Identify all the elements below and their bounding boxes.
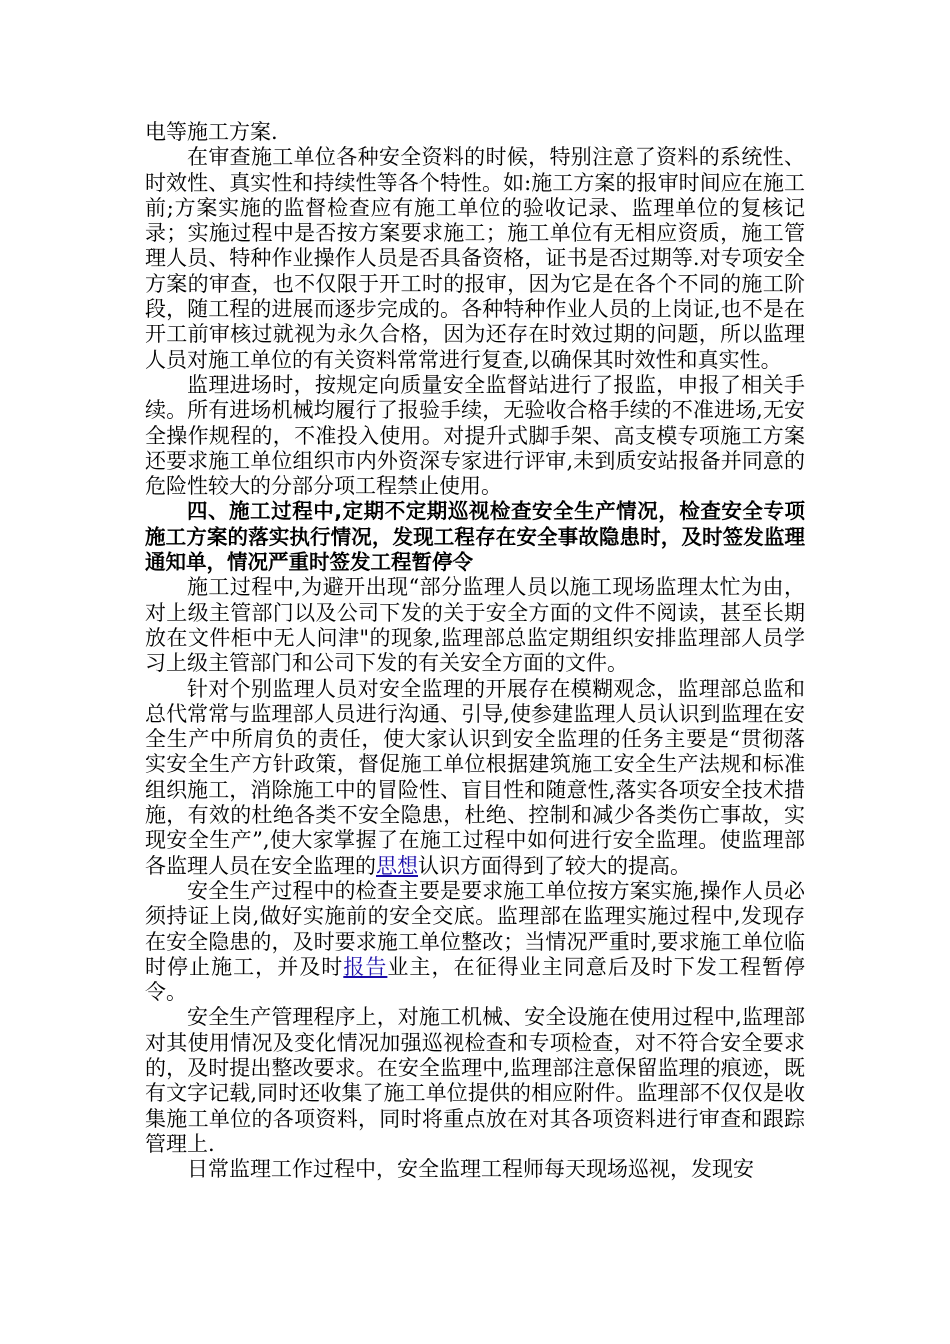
section-heading-4: 四、施工过程中,定期不定期巡视检查安全生产情况，检查安全专项施工方案的落实执行情况，发现工程存在安全事故隐患时，及时签发监理通知单，情况严重时签发工程暂停令 bbox=[145, 499, 805, 575]
paragraph-management-procedure: 安全生产管理程序上，对施工机械、安全设施在使用过程中,监理部对其使用情况及变化情况加强巡视检查和专项检查，对不符合安全要求的，及时提出整改要求。在安全监理中,监理部注意保留监理的痕迹，既有文字记载,同时还收集了施工单位提供的相应附件。监理部不仅仅是收集施工单位的各项资料，同时将重点放在对其各项资料进行审查和跟踪管理上. bbox=[145, 1005, 805, 1156]
document-body bbox=[145, 120, 805, 1182]
paragraph-site-entry: 监理进场时，按规定向质量安全监督站进行了报监，申报了相关手续。所有进场机械均履行了报验手续，无验收合格手续的不准进场,无安全操作规程的，不准投入使用。对提升式脚手架、高支模专项施工方案还要求施工单位组织市内外资深专家进行评审,未到质安站报备并同意的危险性较大的分部分项工程禁止使用。 bbox=[145, 372, 805, 499]
paragraph-continuation: 电等施工方案. bbox=[145, 120, 278, 144]
paragraph-text: 针对个别监理人员对安全监理的开展存在模糊观念，监理部总监和总代常常与监理部人员进行沟通、引导,使参建监理人员认识到监理在安全生产中所肩负的责任，使大家认识到安全监理的任务主要是“贯彻落实安全生产方针政策，督促施工单位根据建筑施工安全生产法规和标准组织施工，消除施工中的冒险性、盲目性和随意性,落实各项安全技术措施，有效的杜绝各类不安全隐患，杜绝、控制和减少各类伤亡事故，实现安全生产”,使大家掌握了在施工过程中如何进行安全监理。使监理部各监理人员在安全监理的 bbox=[145, 676, 805, 878]
paragraph-daily-supervision: 日常监理工作过程中，安全监理工程师每天现场巡视，发现安 bbox=[187, 1157, 754, 1182]
link-baogao[interactable]: 报告 bbox=[343, 954, 388, 979]
paragraph-document-study: 施工过程中,为避开出现“部分监理人员以施工现场监理太忙为由，对上级主管部门以及公司下发的关于安全方面的文件不阅读，甚至长期放在文件柜中无人问津"的现象,监理部总监定期组织安排监理部人员学习上级主管部门和公司下发的有关安全方面的文件。 bbox=[145, 575, 805, 676]
paragraph-text: 认识方面得到了较大的提高。 bbox=[418, 853, 691, 878]
paragraph-text: 安全生产过程中的检查主要是要求施工单位按方案实施,操作人员必须持证上岗,做好实施前的安全交底。监理部在监理实施过程中,发现存在安全隐患的，及时要求施工单位整改；当情况严重时,要求施工单位临时停止施工，并及时 bbox=[145, 878, 805, 979]
link-sixiang[interactable]: 思想 bbox=[376, 853, 418, 878]
paragraph-inspection bbox=[145, 879, 805, 1005]
paragraph-safety-awareness bbox=[145, 677, 805, 879]
paragraph-document-review: 在审查施工单位各种安全资料的时候，特别注意了资料的系统性、时效性、真实性和持续性等各个特性。如:施工方案的报审时间应在施工前;方案实施的监督检查应有施工单位的验收记录、监理单位的复核记录；实施过程中是否按方案要求施工；施工单位有无相应资质，施工管理人员、特种作业操作人员是否具备资格，证书是否过期等.对专项安全方案的审查，也不仅限于开工时的报审，因为它是在各个不同的施工阶段，随工程的进展而逐步完成的。各种特种作业人员的上岗证,也不是在开工前审核过就视为永久合格，因为还存在时效过期的问题，所以监理人员对施工单位的有关资料常常进行复查,以确保其时效性和真实性。 bbox=[145, 145, 805, 372]
paragraph-text: 业主，在征得业主同意后及时下发工程暂停令。 bbox=[145, 954, 806, 1005]
